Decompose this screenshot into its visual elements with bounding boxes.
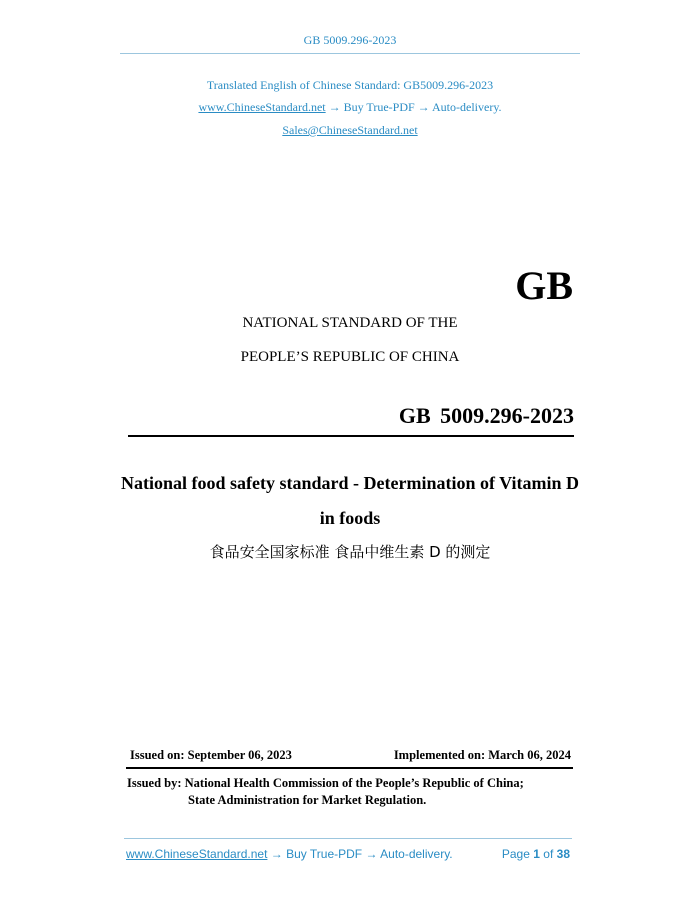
issued-by-line2: State Administration for Market Regulation. — [188, 793, 427, 807]
header-standard-code: GB 5009.296-2023 — [303, 33, 397, 47]
gb-logo: GB — [515, 263, 573, 308]
auto-delivery-text: Auto-delivery. — [432, 100, 502, 114]
running-header — [0, 33, 700, 48]
title-chinese: 食品安全国家标准 食品中维生素 D 的测定 — [209, 543, 491, 561]
footer-site-link[interactable]: www.ChineseStandard.net — [126, 847, 268, 861]
page-total: 38 — [556, 847, 570, 861]
issued-by-line1: Issued by: National Health Commission of the People’s Republic of China; — [127, 776, 524, 790]
title-line2: in foods — [319, 508, 381, 528]
header-divider — [120, 53, 580, 54]
arrow-right-icon: → — [328, 100, 341, 114]
footer-links — [126, 847, 453, 861]
page-counter — [502, 847, 570, 861]
issued-on-date: Issued on: September 06, 2023 — [130, 748, 292, 762]
footer-buy-text: Buy True-PDF — [286, 847, 363, 861]
footer-divider — [124, 838, 572, 839]
translation-links — [0, 100, 700, 115]
site-link[interactable]: www.ChineseStandard.net — [198, 100, 326, 114]
standard-number: GB 5009.296-2023 — [398, 403, 574, 428]
arrow-right-icon: → — [365, 847, 378, 861]
dates-rule — [126, 767, 573, 769]
footer-delivery-text: Auto-delivery. — [380, 847, 453, 861]
national-standard-line2: PEOPLE’S REPUBLIC OF CHINA — [240, 349, 460, 365]
national-standard-line1: NATIONAL STANDARD OF THE — [242, 315, 458, 331]
arrow-right-icon: → — [270, 847, 283, 861]
translation-notice: Translated English of Chinese Standard: GB5009.296-2023 — [206, 78, 494, 92]
page-current: 1 — [533, 847, 540, 861]
buy-pdf-text: Buy True-PDF — [343, 100, 415, 114]
title-line1: National food safety standard - Determination of Vitamin D — [121, 473, 579, 493]
page-label: Page — [501, 847, 530, 861]
email-link[interactable]: Sales@ChineseStandard.net — [282, 123, 418, 137]
standard-number-rule — [128, 435, 574, 437]
email-line — [0, 123, 700, 138]
implemented-on-date: Implemented on: March 06, 2024 — [393, 748, 571, 762]
page-of: of — [543, 847, 554, 861]
arrow-right-icon: → — [417, 100, 430, 114]
